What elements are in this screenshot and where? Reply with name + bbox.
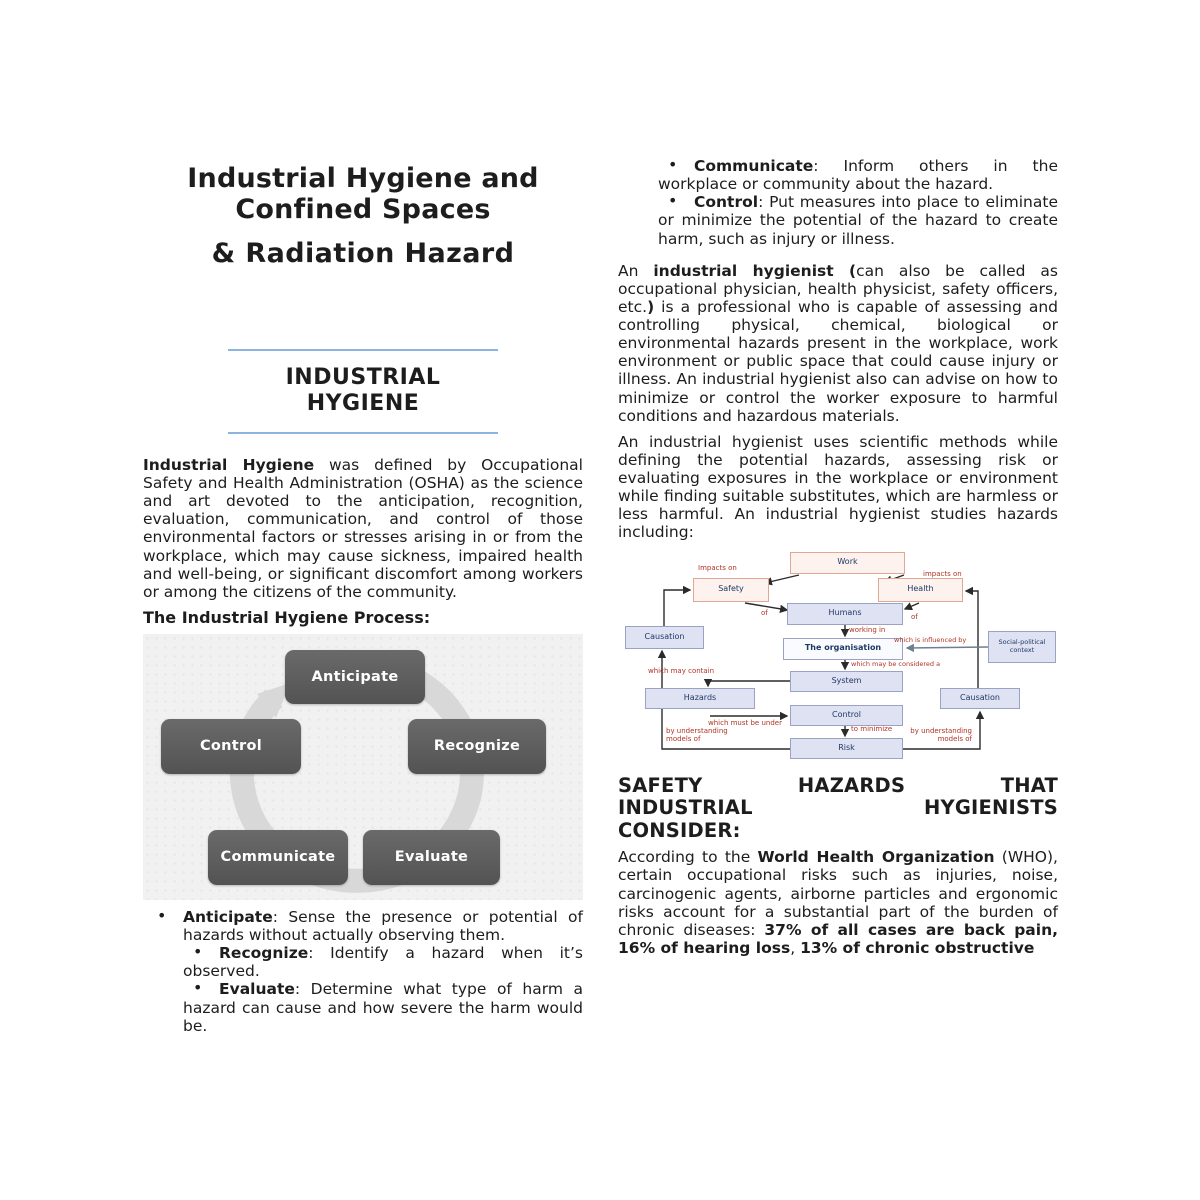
flow-box-risk: Risk bbox=[790, 738, 903, 759]
p3-seg: , bbox=[790, 938, 801, 957]
flow-label-influenced-by: which is influenced by bbox=[894, 635, 967, 644]
bullet-recognize bbox=[143, 944, 583, 980]
document-subtitle: & Radiation Hazard bbox=[211, 238, 515, 270]
bullet-anticipate-text: : Sense the presence or potential of hazards without actually observing them. bbox=[183, 907, 583, 944]
flow-box-social-political: Social-political context bbox=[988, 631, 1056, 663]
industrial-hygiene-process-diagram bbox=[143, 634, 583, 900]
hazard-causation-flowchart bbox=[618, 547, 1058, 767]
flow-label-working-in: working in bbox=[849, 625, 886, 634]
bullet-control-label: Control bbox=[694, 193, 759, 212]
p1-seg: can also be called as occupational physician, health physicist, safety officers, etc. bbox=[618, 261, 1058, 316]
flow-box-hazards: Hazards bbox=[645, 688, 755, 709]
bullet-anticipate bbox=[143, 908, 583, 944]
safety-heading-line1: SAFETY HAZARDS THAT bbox=[618, 773, 1058, 797]
safety-heading-line2: INDUSTRIAL HYGIENISTS bbox=[618, 796, 1058, 820]
intro-bold-lead: Industrial Hygiene bbox=[143, 455, 315, 474]
bullet-communicate-label: Communicate bbox=[694, 157, 814, 175]
p3-seg: (WHO), certain occupational risks such as injuries, noise, carcinogenic agents, airborne particles and ergonomic risks account for a substantial part of the burden of chronic diseases: bbox=[618, 848, 1058, 939]
p1-seg: is a professional who is capable of assessing and controlling physical, chemical, biological or environmental hazards present in the workplace, work environment or public space that could cause injury or illness. An industrial hygienist also can advise on how to minimize or control the worker exposure to harmful conditions and hazardous materials. bbox=[618, 297, 1058, 425]
intro-text: was defined by Occupational Safety and Health Administration (OSHA) as the science and art devoted to the anticipation, recognition, evaluation, communication, and control of those environmental factors or stresses arising in or from the workplace, which may cause sickness, impaired health and well-being, or significant discomfort among workers or among the citizens of the community. bbox=[143, 455, 583, 601]
bullet-recognize-label: Recognize bbox=[219, 944, 309, 963]
process-step-control: Control bbox=[161, 719, 301, 774]
flow-label-to-minimize: to minimize bbox=[851, 724, 893, 733]
safety-heading-line3: CONSIDER: bbox=[618, 818, 741, 842]
hygienist-paragraph bbox=[618, 262, 1058, 425]
flow-box-causation-right: Causation bbox=[940, 688, 1020, 709]
right-bullet-list bbox=[618, 150, 1058, 248]
p3-seg: According to the bbox=[618, 848, 758, 867]
process-heading: The Industrial Hygiene Process: bbox=[143, 607, 431, 627]
bullet-control-text: : Put measures into place to eliminate or minimize the potential of the hazard to create harm, such as injury or illness. bbox=[658, 193, 1058, 248]
p1-bold: ) bbox=[647, 297, 655, 316]
section-heading-block bbox=[228, 349, 498, 434]
p1-seg: An bbox=[618, 261, 654, 280]
flow-box-system: System bbox=[790, 671, 903, 692]
bullet-control bbox=[618, 193, 1058, 247]
bullet-evaluate bbox=[143, 980, 583, 1034]
process-step-anticipate: Anticipate bbox=[285, 650, 425, 704]
bullet-evaluate-label: Evaluate bbox=[219, 980, 295, 999]
who-statistics-paragraph bbox=[618, 848, 1058, 957]
p3-bold: 13% of chronic obstructive bbox=[800, 938, 1035, 957]
flow-label-considered-a: which may be considered a bbox=[851, 659, 941, 668]
p1-bold: industrial hygienist ( bbox=[653, 261, 857, 280]
flow-box-work: Work bbox=[790, 552, 905, 574]
flow-label-models-left: by understanding models of bbox=[666, 726, 728, 743]
flow-label-impacts-on-right: impacts on bbox=[923, 569, 962, 578]
process-step-recognize: Recognize bbox=[408, 719, 546, 774]
bullet-recognize-text: : Identify a hazard when it’s observed. bbox=[183, 944, 583, 981]
safety-hazards-heading bbox=[618, 775, 1058, 843]
flow-box-health: Health bbox=[878, 578, 963, 602]
bullet-communicate bbox=[618, 157, 1058, 193]
section-heading: INDUSTRIAL HYGIENE bbox=[285, 365, 441, 417]
bullet-anticipate-label: Anticipate bbox=[183, 907, 273, 926]
p3-bold: World Health Organization bbox=[757, 848, 995, 867]
scientific-methods-paragraph: An industrial hygienist uses scientific methods while defining the potential hazards, assessing risk or evaluating exposures in the workplace or environment while finding suitable substitutes, which are harmless or less harmful. An industrial hygienist studies hazards including: bbox=[618, 432, 1058, 542]
document-title: Industrial Hygiene and Confined Spaces bbox=[187, 163, 539, 226]
p3-bold: 37% of all cases are back pain, 16% of hearing loss bbox=[618, 920, 1058, 957]
right-column bbox=[618, 150, 1058, 957]
flow-label-of-left: of bbox=[761, 608, 768, 617]
flow-box-safety: Safety bbox=[693, 578, 769, 602]
flow-box-causation-left: Causation bbox=[625, 626, 704, 649]
flow-label-of-right: of bbox=[911, 612, 918, 621]
process-step-communicate: Communicate bbox=[208, 830, 348, 885]
flow-box-organisation: The organisation bbox=[783, 638, 903, 660]
flow-box-humans: Humans bbox=[787, 603, 903, 625]
left-column bbox=[143, 150, 583, 1035]
flow-box-control: Control bbox=[790, 705, 903, 726]
process-step-evaluate: Evaluate bbox=[363, 830, 500, 885]
bullet-communicate-text: : Inform others in the workplace or community about the hazard. bbox=[658, 157, 1058, 194]
flow-label-impacts-on-left: Impacts on bbox=[698, 563, 737, 572]
bullet-evaluate-text: : Determine what type of harm a hazard can cause and how severe the harm would be. bbox=[183, 980, 583, 1035]
flow-label-models-right: by understanding models of bbox=[910, 726, 972, 743]
left-bullet-list bbox=[143, 908, 583, 1035]
flow-label-may-contain: which may contain bbox=[648, 666, 715, 675]
intro-paragraph bbox=[143, 456, 583, 601]
flow-label-must-be-under: which must be under bbox=[708, 718, 782, 727]
